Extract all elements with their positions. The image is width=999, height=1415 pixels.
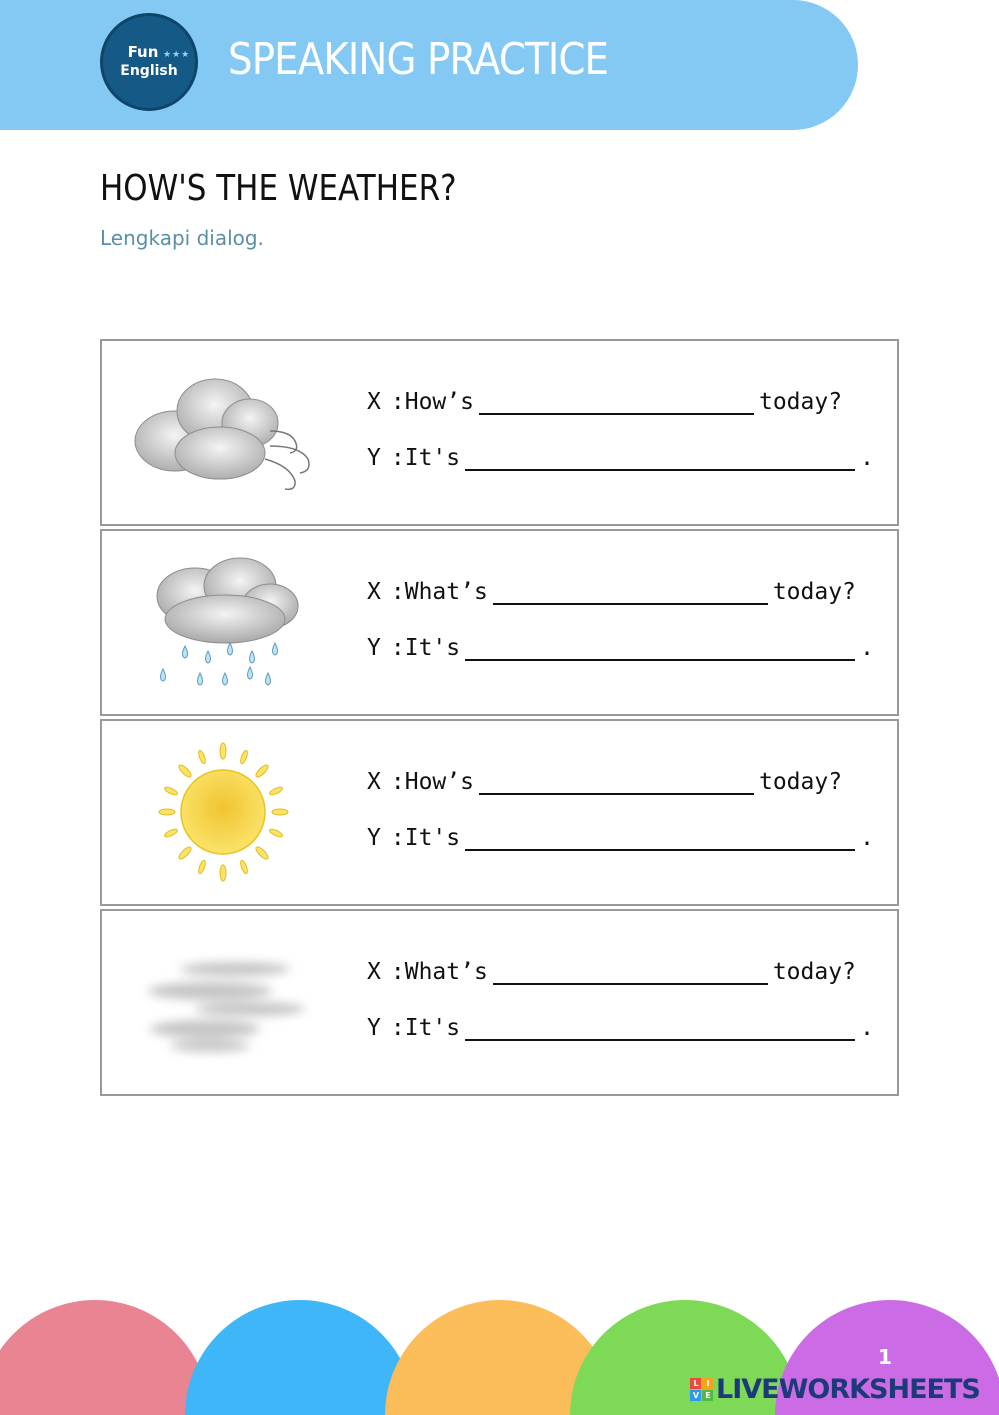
header-title: SPEAKING PRACTICE — [228, 34, 609, 85]
answer-word: It's — [404, 635, 461, 661]
colon: : — [390, 579, 405, 605]
decor-circle-blue — [185, 1300, 415, 1415]
page-number: 1 — [878, 1345, 892, 1369]
dialog-card — [100, 339, 899, 526]
question-end: today? — [758, 389, 843, 415]
instruction-text: Lengkapi dialog. — [100, 226, 264, 250]
answer-end: . — [860, 1015, 874, 1041]
answer-end: . — [860, 825, 874, 851]
question-line — [367, 959, 856, 985]
colon: : — [390, 635, 405, 661]
answer-blank[interactable] — [465, 825, 855, 851]
stars-icon: ★★★ — [163, 50, 191, 60]
windy-cloud-icon — [130, 361, 320, 506]
speaker-x-label: X — [367, 389, 381, 415]
answer-end: . — [860, 445, 874, 471]
answer-word: It's — [404, 1015, 461, 1041]
question-word: What’s — [404, 579, 488, 605]
answer-blank[interactable] — [465, 445, 855, 471]
page-title: HOW'S THE WEATHER? — [100, 168, 457, 209]
answer-blank[interactable] — [479, 389, 754, 415]
answer-line — [367, 825, 874, 851]
rain-cloud-icon — [130, 551, 320, 696]
speaker-x-label: X — [367, 579, 381, 605]
sun-icon — [130, 741, 320, 886]
liveworksheets-logo — [690, 1374, 980, 1405]
speaker-y-label: Y — [367, 825, 381, 851]
answer-line — [367, 1015, 874, 1041]
answer-end: . — [860, 635, 874, 661]
colon: : — [390, 825, 405, 851]
answer-line — [367, 445, 874, 471]
colon: : — [390, 959, 405, 985]
fun-english-logo — [100, 13, 198, 111]
question-end: today? — [772, 579, 856, 605]
colon: : — [390, 389, 405, 415]
answer-blank[interactable] — [465, 1015, 855, 1041]
logo-line-2: English — [120, 63, 178, 79]
answer-line — [367, 635, 874, 661]
answer-blank[interactable] — [493, 579, 768, 605]
colon: : — [390, 445, 405, 471]
answer-blank[interactable] — [479, 769, 754, 795]
liveworksheets-mark-icon: L I V E — [690, 1378, 713, 1401]
question-line — [367, 389, 842, 415]
question-word: What’s — [404, 959, 488, 985]
speaker-y-label: Y — [367, 635, 381, 661]
dialog-card — [100, 529, 899, 716]
decor-circle-pink — [0, 1300, 210, 1415]
brand-text: LIVEWORKSHEETS — [716, 1374, 980, 1405]
answer-word: It's — [404, 445, 461, 471]
colon: : — [390, 1015, 405, 1041]
question-word: How’s — [404, 389, 474, 415]
speaker-x-label: X — [367, 959, 381, 985]
colon: : — [390, 769, 405, 795]
question-word: How’s — [404, 769, 474, 795]
question-end: today? — [772, 959, 856, 985]
speaker-y-label: Y — [367, 445, 381, 471]
answer-blank[interactable] — [493, 959, 768, 985]
question-line — [367, 579, 856, 605]
dialog-card — [100, 719, 899, 906]
answer-word: It's — [404, 825, 461, 851]
logo-line-1: Fun — [127, 43, 159, 61]
question-end: today? — [758, 769, 843, 795]
speaker-x-label: X — [367, 769, 381, 795]
fog-icon — [130, 931, 320, 1076]
question-line — [367, 769, 842, 795]
dialog-card — [100, 909, 899, 1096]
answer-blank[interactable] — [465, 635, 855, 661]
speaker-y-label: Y — [367, 1015, 381, 1041]
